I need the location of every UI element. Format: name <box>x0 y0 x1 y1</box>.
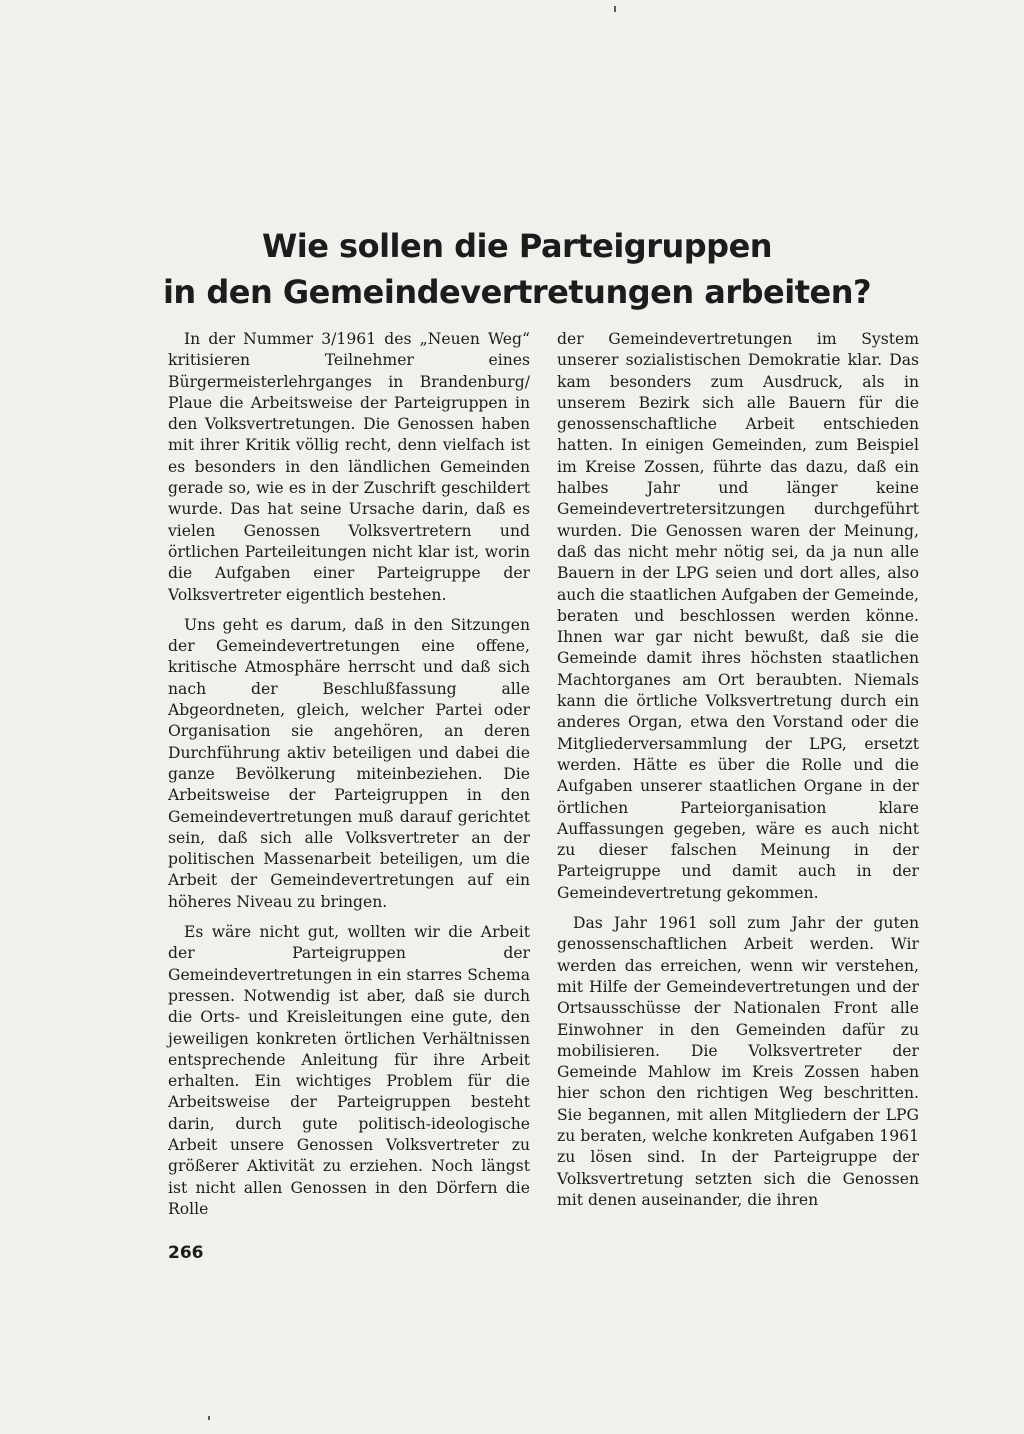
article-title-line-2: in den Gemeindevertretungen arbeiten? <box>162 273 872 311</box>
left-paragraph-2: Uns geht es darum, daß in den Sitzungen der Gemeindevertretungen eine offene, kritische Atmosphäre herrscht und daß sich nach der Beschlußfassung alle Abgeordneten, gleich, welcher Partei oder Organisation sie angehören, an deren Durchführung aktiv beteiligen und dabei die ganze Bevölkerung miteinbeziehen. Die Arbeitsweise der Parteigruppen in den Gemeindevertretungen muß darauf gerichtet sein, daß sich alle Volksvertreter an der politischen Massenarbeit beteiligen, um die Arbeit der Gemeindevertretungen auf ein höheres Niveau zu bringen. <box>168 615 530 911</box>
scan-speck <box>614 6 616 12</box>
left-text-column <box>168 329 530 1220</box>
left-paragraph-3: Es wäre nicht gut, wollten wir die Arbeit der Parteigruppen der Gemeindevertretungen in ein starres Schema pressen. Notwendig ist aber, daß sie durch die Orts- und Kreisleitungen eine gute, den jeweiligen konkreten örtlichen Verhältnissen entsprechende Anleitung für ihre Arbeit erhalten. Ein wichtiges Problem für die Arbeitsweise der Parteigruppen besteht darin, durch gute politisch-ideologische Arbeit unsere Genossen Volksvertreter zu größerer Aktivität zu erziehen. Noch längst ist nicht allen Genossen in den Dörfern die Rolle <box>168 923 530 1218</box>
right-paragraph-2: Das Jahr 1961 soll zum Jahr der guten genossenschaftlichen Arbeit werden. Wir werden das erreichen, wenn wir verstehen, mit Hilfe der Gemeindevertretungen und der Ortsausschüsse der Nationalen Front alle Einwohner in den Gemeinden dafür zu mobilisieren. Die Volksvertreter der Gemeinde Mahlow im Kreis Zossen haben hier schon den richtigen Weg beschritten. Sie begannen, mit allen Mitgliedern der LPG zu beraten, welche konkreten Aufgaben 1961 zu lösen sind. In der Parteigruppe der Volksvertretung setzten sich die Genossen mit denen auseinander, die ihren <box>557 914 919 1209</box>
left-paragraph-1: In der Nummer 3/1961 des „Neuen Weg“ kritisieren Teilnehmer eines Bürgermeisterlehrganges in Brandenburg/ Plaue die Arbeitsweise der Parteigruppen in den Volksvertretungen. Die Genossen haben mit ihrer Kritik völlig recht, denn vielfach ist es besonders in den ländlichen Gemeinden gerade so, wie es in der Zuschrift geschildert wurde. Das hat seine Ursache darin, daß es vielen Genossen Volksvertretern und örtlichen Parteileitungen nicht klar ist, worin die Aufgaben einer Parteigruppe der Volksvertreter eigentlich bestehen. <box>168 330 530 604</box>
page-number: 266 <box>168 1243 204 1263</box>
right-paragraph-1: der Gemeindevertretungen im System unserer sozialistischen Demokratie klar. Das kam besonders zum Ausdruck, als in unserem Bezirk sich alle Bauern für die genossenschaftliche Arbeit entschieden hatten. In einigen Gemeinden, zum Beispiel im Kreise Zossen, führte das dazu, daß ein halbes Jahr und länger keine Gemeindevertretersitzungen durchgeführt wurden. Die Genossen waren der Meinung, daß das nicht mehr nötig sei, da ja nun alle Bauern in der LPG seien und dort alles, also auch die staatlichen Aufgaben der Gemeinde, beraten und beschlossen werden könne. Ihnen war gar nicht bewußt, daß sie die Gemeinde damit ihres höchsten staatlichen Machtorganes am Ort beraubten. Niemals kann die örtliche Volksvertretung durch ein anderes Organ, etwa den Vorstand oder die Mitgliederversammlung der LPG, ersetzt werden. Hätte es über die Rolle und die Aufgaben unserer staatlichen Organe in der örtlichen Parteiorganisation klare Auffassungen gegeben, wäre es auch nicht zu dieser falschen Meinung in der Parteigruppe und damit auch in der Gemeindevertretung gekommen. <box>557 330 919 902</box>
article-title-line-1: Wie sollen die Parteigruppen <box>261 227 773 265</box>
scan-speck <box>208 1416 210 1420</box>
right-text-column <box>557 329 919 1211</box>
